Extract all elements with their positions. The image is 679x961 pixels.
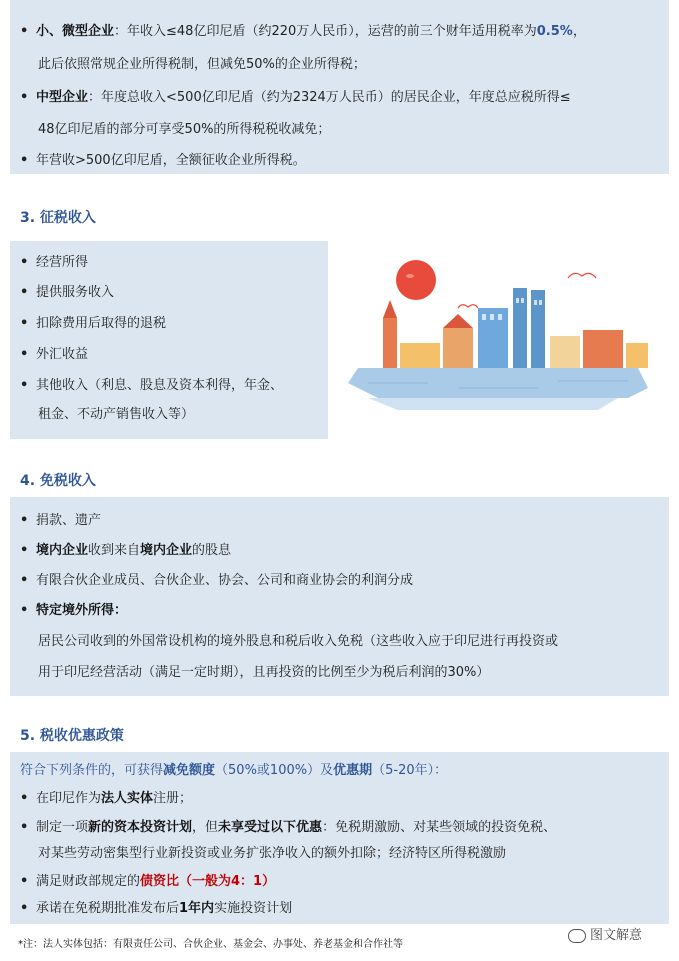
list-item-small-enterprise	[20, 22, 586, 42]
text: 优惠期	[333, 763, 373, 778]
list-item	[20, 345, 88, 365]
text: ：免税期激励、对某些领域的投资免税、	[322, 820, 557, 835]
text: 境内企业	[36, 543, 89, 558]
text: ，	[572, 24, 586, 39]
list-item	[20, 789, 192, 809]
label-medium-enterprise: 中型企业	[36, 90, 89, 105]
text: 承诺在免税期批准发布后	[36, 901, 180, 916]
list-item	[20, 511, 101, 531]
bullet-icon: •	[20, 255, 29, 270]
list-item-line2: 48亿印尼盾的部分可享受50%的所得税税收减免；	[38, 122, 331, 137]
text: 实施投资计划	[214, 901, 293, 916]
list-item	[20, 283, 114, 303]
list-item-line2: 对某些劳动密集型行业新投资或业务扩张净收入的额外扣除；经济特区所得税激励	[38, 846, 507, 861]
list-item-line2: 租金、不动产销售收入等）	[38, 407, 195, 422]
list-item	[20, 376, 283, 396]
list-item	[20, 541, 231, 561]
text: 新的资本投资计划	[88, 820, 193, 835]
watermark	[568, 924, 642, 943]
text: 减免额度	[163, 763, 216, 778]
text: （5-20年）：	[372, 763, 448, 778]
text: 债资比（一般为4：1）	[140, 874, 276, 889]
text: 其他收入（利息、股息及资本利得，年金、	[36, 378, 284, 393]
text: 的股息	[192, 543, 232, 558]
text: 注册；	[153, 791, 193, 806]
bullet-icon: •	[20, 543, 29, 558]
bullet-icon: •	[20, 573, 29, 588]
bullet-icon: •	[20, 378, 29, 393]
text: 1年内	[179, 901, 215, 916]
list-item	[20, 601, 127, 621]
text: 满足财政部规定的	[36, 874, 141, 889]
text: 符合下列条件的，可获得	[20, 763, 164, 778]
text: 经营所得	[36, 255, 89, 270]
list-item-large-enterprise	[20, 151, 306, 171]
paragraph-line: 居民公司收到的外国常设机构的境外股息和税后收入免税（这些收入应于印尼进行再投资或	[38, 634, 559, 649]
bullet-icon: •	[20, 24, 29, 39]
text: 外汇收益	[36, 347, 89, 362]
sun-icon	[396, 260, 436, 300]
text: 境内企业	[140, 543, 193, 558]
wechat-icon	[568, 929, 586, 943]
text: ：年度总收入<500亿印尼盾（约为2324万人民币）的居民企业，年度总应税所得≤	[88, 90, 571, 105]
text: 捐款、遗产	[36, 513, 102, 528]
list-item	[20, 314, 166, 334]
bullet-icon: •	[20, 316, 29, 331]
list-item	[20, 899, 292, 919]
text: 收到来自	[88, 543, 141, 558]
bullet-icon: •	[20, 901, 29, 916]
text: ，但	[192, 820, 219, 835]
paragraph-line: 用于印尼经营活动（满足一定时期），且再投资的比例至少为税后利润的30%）	[38, 665, 490, 680]
section-heading-tax-incentives: 5. 税收优惠政策	[20, 728, 124, 744]
list-item	[20, 872, 275, 892]
list-item	[20, 253, 88, 273]
text: 法人实体	[101, 791, 154, 806]
text: 提供服务收入	[36, 285, 115, 300]
text: 图文解意	[590, 928, 643, 943]
bullet-icon: •	[20, 153, 29, 168]
footnote: *注：法人实体包括：有限责任公司、合伙企业、基金会、办事处、养老基金和合作社等	[18, 939, 403, 950]
text: 制定一项	[36, 820, 89, 835]
bullet-icon: •	[20, 820, 29, 835]
bullet-icon: •	[20, 347, 29, 362]
text: 年营收>500亿印尼盾，全额征收企业所得税。	[36, 153, 306, 168]
section-heading-taxable-income: 3. 征税收入	[20, 210, 96, 226]
text: 未享受过以下优惠	[218, 820, 323, 835]
rate-value: 0.5%	[536, 24, 573, 39]
bullet-icon: •	[20, 791, 29, 806]
label-small-enterprise: 小、微型企业	[36, 24, 115, 39]
list-item-line2: 此后依照常规企业所得税制，但减免50%的企业所得税；	[38, 57, 366, 72]
text: （50%或100%）及	[215, 763, 334, 778]
section-heading-exempt-income: 4. 免税收入	[20, 473, 96, 489]
list-item	[20, 571, 413, 591]
city-skyline-illustration	[338, 248, 668, 428]
text: ：年收入≤48亿印尼盾（约220万人民币），运营的前三个财年适用税率为	[114, 24, 537, 39]
bullet-icon: •	[20, 285, 29, 300]
intro-line	[20, 761, 447, 781]
bullet-icon: •	[20, 874, 29, 889]
text: 有限合伙企业成员、合伙企业、协会、公司和商业协会的利润分成	[36, 573, 414, 588]
text: 特定境外所得：	[36, 603, 128, 618]
text: 扣除费用后取得的退税	[36, 316, 167, 331]
bullet-icon: •	[20, 603, 29, 618]
list-item	[20, 818, 556, 838]
list-item-medium-enterprise	[20, 88, 571, 108]
bullet-icon: •	[20, 90, 29, 105]
bullet-icon: •	[20, 513, 29, 528]
text: 在印尼作为	[36, 791, 102, 806]
